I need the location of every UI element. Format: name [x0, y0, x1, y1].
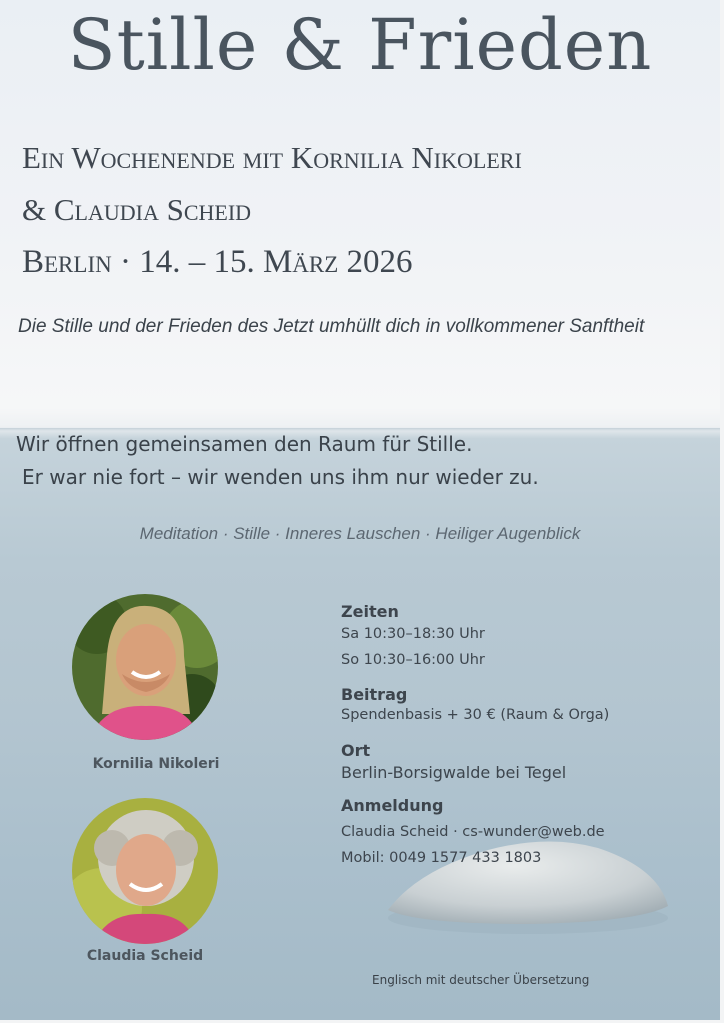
invite-line-1: Wir öffnen gemeinsamen den Raum für Stille.: [16, 432, 473, 456]
beitrag-heading: Beitrag: [341, 685, 408, 704]
anmeldung-heading: Anmeldung: [341, 796, 444, 815]
name-claudia-scheid: Claudia Scheid: [86, 948, 204, 964]
portrait-photo-icon: [72, 594, 218, 740]
zeiten-heading: Zeiten: [341, 602, 399, 621]
ort-text: Berlin-Borsigwalde bei Tegel: [341, 763, 567, 782]
subtitle-line-1: Ein Wochenende mit Kornilia Nikoleri: [22, 140, 522, 175]
page-edge-right: [720, 0, 724, 1023]
zeiten-sunday: So 10:30–16:00 Uhr: [341, 652, 485, 668]
subtitle-line-2: & Claudia Scheid: [22, 192, 252, 227]
name-kornilia-nikoleri: Kornilia Nikoleri: [92, 756, 220, 772]
portrait-claudia-scheid: [72, 798, 218, 944]
anmeldung-phone: Mobil: 0049 1577 433 1803: [341, 850, 542, 866]
tagline: Die Stille und der Frieden des Jetzt umhüllt dich in vollkommener Sanftheit: [18, 316, 645, 337]
ort-heading: Ort: [341, 741, 371, 760]
event-date-line: Berlin · 14. – 15. März 2026: [22, 244, 413, 280]
invite-line-2: Er war nie fort – wir wenden uns ihm nur wieder zu.: [22, 465, 539, 489]
anmeldung-contact: Claudia Scheid · cs-wunder@web.de: [341, 824, 605, 840]
zeiten-saturday: Sa 10:30–18:30 Uhr: [341, 626, 485, 642]
event-info: [341, 602, 711, 871]
portrait-photo-icon: [72, 798, 218, 944]
poster-title: Stille & Frieden: [67, 4, 653, 86]
invite-text: [16, 428, 706, 494]
beitrag-text: Spendenbasis + 30 € (Raum & Orga): [341, 707, 610, 723]
language-note: Englisch mit deutscher Übersetzung: [372, 973, 590, 987]
portrait-kornilia-nikoleri: [72, 594, 218, 740]
keywords-line: Meditation · Stille · Inneres Lauschen · Heiliger Augenblick: [139, 524, 581, 543]
